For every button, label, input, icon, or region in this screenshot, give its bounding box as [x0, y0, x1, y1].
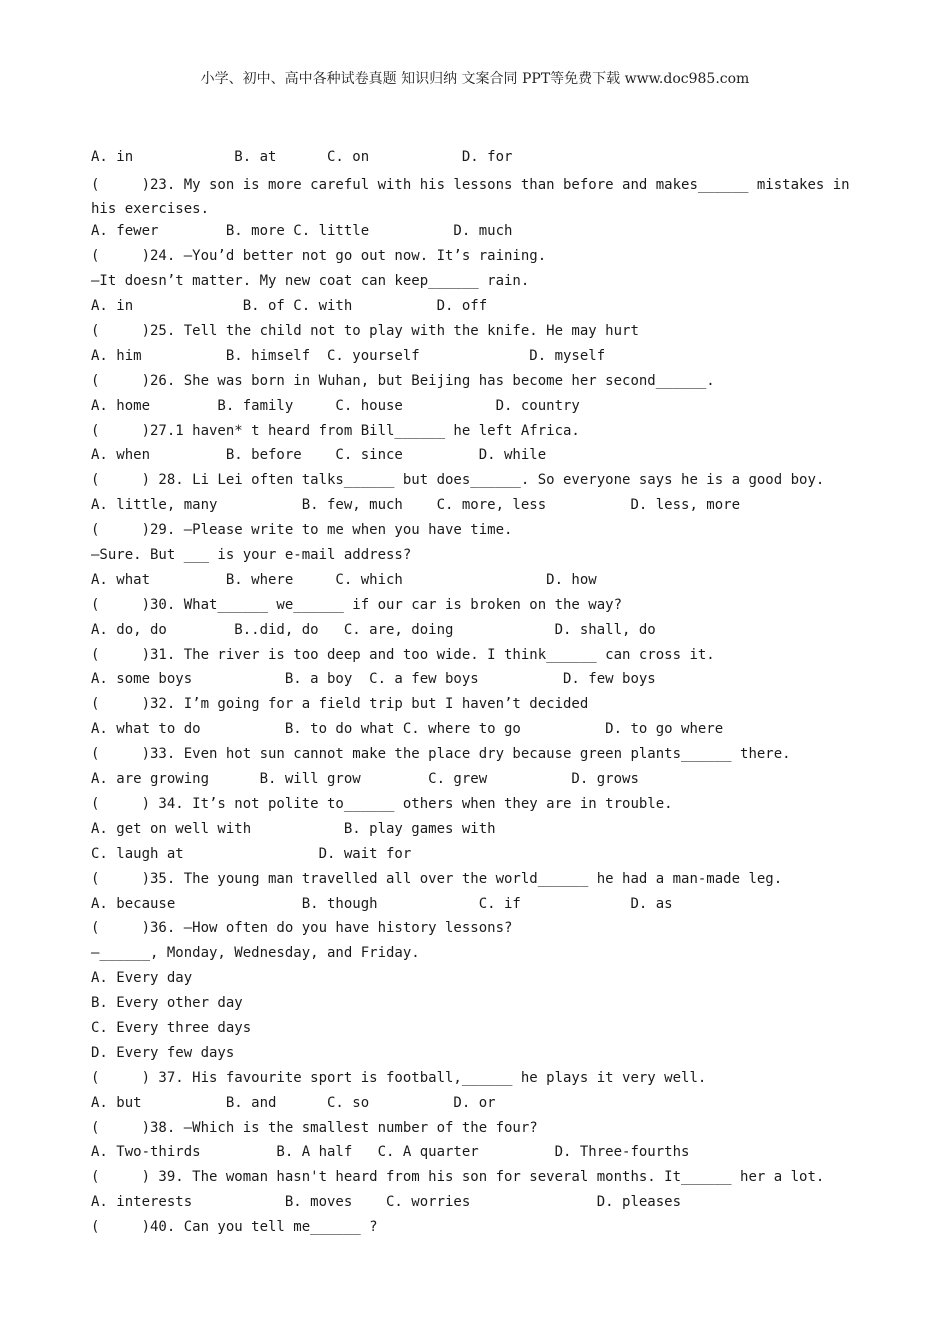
- dialogue-line: —______, Monday, Wednesday, and Friday.: [91, 945, 420, 961]
- option-line: A. are growing B. will grow C. grew D. grows: [91, 771, 639, 787]
- dialogue-line: —Sure. But ___ is your e-mail address?: [91, 547, 412, 563]
- question-33: ( )33. Even hot sun cannot make the place dry because green plants______ there.: [91, 746, 791, 762]
- option-line: A. what B. where C. which D. how: [91, 572, 597, 588]
- question-23: ( )23. My son is more careful with his lessons than before and makes______ mistakes in his exercises.: [91, 177, 859, 217]
- option-line: C. Every three days: [91, 1020, 252, 1036]
- question-34: ( ) 34. It’s not polite to______ others when they are in trouble.: [91, 796, 673, 812]
- option-line: A. in B. at C. on D. for: [91, 149, 513, 165]
- option-line: C. laugh at D. wait for: [91, 846, 412, 862]
- option-line: A. fewer B. more C. little D. much: [91, 223, 513, 239]
- option-line: A. what to do B. to do what C. where to go D. to go where: [91, 721, 724, 737]
- option-line: B. Every other day: [91, 995, 243, 1011]
- option-line: A. home B. family C. house D. country: [91, 398, 580, 414]
- question-30: ( )30. What______ we______ if our car is broken on the way?: [91, 597, 623, 613]
- option-line: A. interests B. moves C. worries D. pleases: [91, 1194, 682, 1210]
- option-line: A. in B. of C. with D. off: [91, 298, 488, 314]
- option-line: A. but B. and C. so D. or: [91, 1095, 496, 1111]
- question-28: ( ) 28. Li Lei often talks______ but does______. So everyone says he is a good boy.: [91, 472, 825, 488]
- page-header: 小学、初中、高中各种试卷真题 知识归纳 文案合同 PPT等免费下载 www.doc985.com: [200, 71, 750, 87]
- question-31: ( )31. The river is too deep and too wide. I think______ can cross it.: [91, 647, 715, 663]
- option-line: A. some boys B. a boy C. a few boys D. few boys: [91, 671, 656, 687]
- option-line: A. little, many B. few, much C. more, less D. less, more: [91, 497, 741, 513]
- question-35: ( )35. The young man travelled all over the world______ he had a man-made leg.: [91, 871, 783, 887]
- option-line: A. Every day: [91, 970, 193, 986]
- question-27: ( )27.1 haven* t heard from Bill______ he left Africa.: [91, 423, 580, 439]
- question-25: ( )25. Tell the child not to play with the knife. He may hurt: [91, 323, 639, 339]
- option-line: D. Every few days: [91, 1045, 235, 1061]
- question-24: ( )24. —You’d better not go out now. It’s raining.: [91, 248, 547, 264]
- option-line: A. do, do B..did, do C. are, doing D. shall, do: [91, 622, 656, 638]
- option-line: A. when B. before C. since D. while: [91, 447, 547, 463]
- option-line: A. him B. himself C. yourself D. myself: [91, 348, 606, 364]
- option-line: A. get on well with B. play games with: [91, 821, 496, 837]
- question-37: ( ) 37. His favourite sport is football,______ he plays it very well.: [91, 1070, 707, 1086]
- question-29: ( )29. —Please write to me when you have time.: [91, 522, 513, 538]
- question-32: ( )32. I’m going for a field trip but I haven’t decided: [91, 696, 589, 712]
- question-38: ( )38. —Which is the smallest number of the four?: [91, 1120, 538, 1136]
- option-line: A. Two-thirds B. A half C. A quarter D. Three-fourths: [91, 1144, 690, 1160]
- dialogue-line: —It doesn’t matter. My new coat can keep______ rain.: [91, 273, 530, 289]
- question-26: ( )26. She was born in Wuhan, but Beijing has become her second______.: [91, 373, 715, 389]
- question-40: ( )40. Can you tell me______ ?: [91, 1219, 378, 1235]
- question-36: ( )36. —How often do you have history lessons?: [91, 920, 513, 936]
- option-line: A. because B. though C. if D. as: [91, 896, 673, 912]
- question-39: ( ) 39. The woman hasn't heard from his son for several months. It______ her a lot.: [91, 1169, 825, 1185]
